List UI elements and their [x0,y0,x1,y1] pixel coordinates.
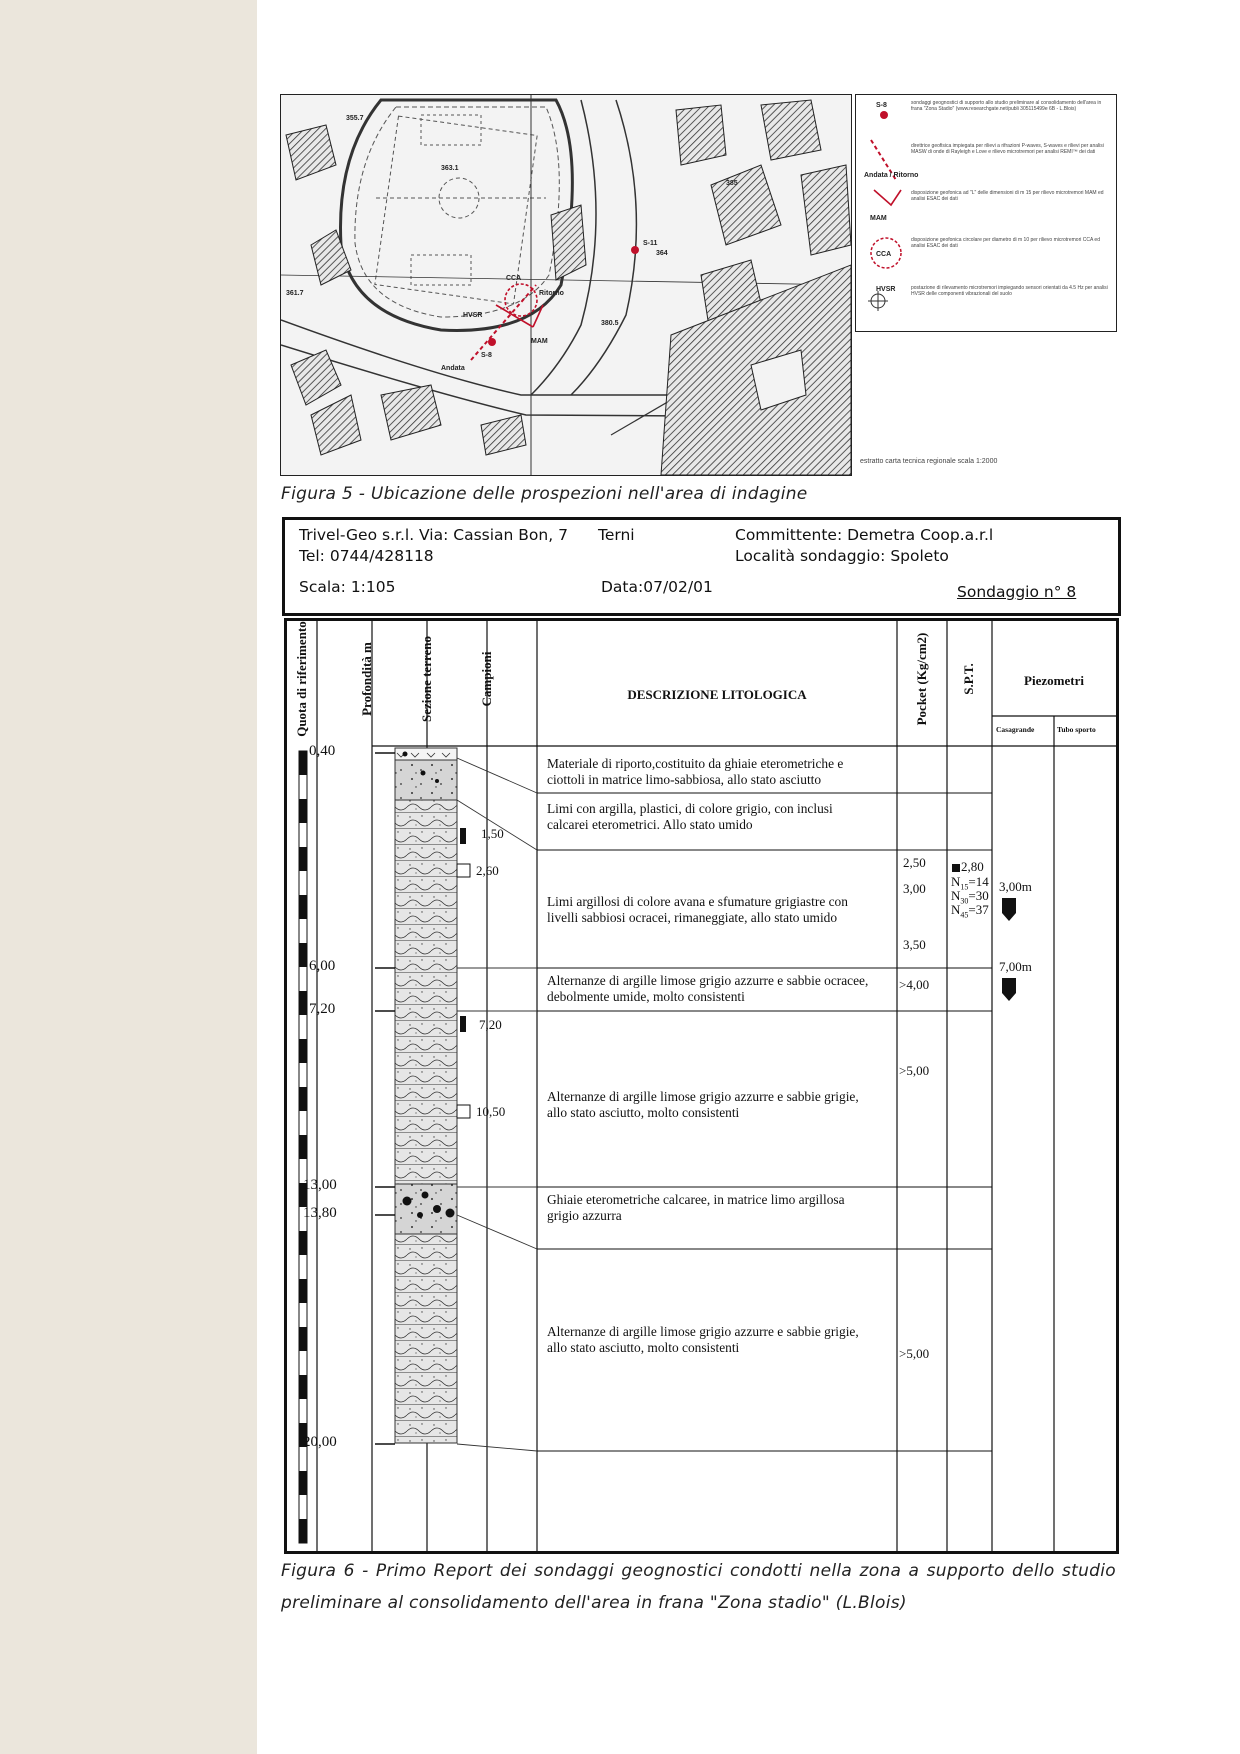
pocket-value: >5,00 [899,1346,930,1361]
borehole-location: Località sondaggio: Spoleto [735,547,949,565]
depth-label: 13,00 [303,1177,337,1193]
layer-description: Alternanze di argille limose grigio azzurre e sabbie ocracee, debolmente umide, molto consistenti [547,973,869,1004]
map-label-mam: MAM [531,338,548,345]
map-source-note: estratto carta tecnica regionale scala 1:2000 [860,458,998,465]
figure5-caption: Figura 5 - Ubicazione delle prospezioni nell'area di indagine [281,484,808,504]
pocket-value: 2,50 [903,855,926,870]
legend-text-hvsr: postazione di rilevamento microtremori impiegando sensori orientati da 4.5 Hz per analisi HVSR delle componenti vibrazionali del suolo [911,285,1108,297]
layer-description: Limi con argilla, plastici, di colore grigio, con inclusi calcarei eterometrici. Allo stato umido [547,801,833,832]
map-elev-364: 364 [656,250,668,257]
layer-description: Alternanze di argille limose grigio azzurre e sabbie grigie, allo stato asciutto, molto consistenti [547,1089,859,1120]
spt-n45-value: =37 [968,902,989,917]
legend-label-s8: S-8 [876,102,887,109]
legend-text-s8: sondaggi geognostici di supporto allo studio preliminare al consolidamento dell'area in frana "Zona Stadio" (www.researchgate.net/publi 305115499e 6B - L.Blois) [911,100,1102,112]
depth-label: 13,80 [303,1205,337,1221]
sample-label: 1,50 [481,826,504,841]
layer-description: Limi argillosi di colore avana e sfumature grigiastre con livelli sabbiosi ocracei, rimaneggiate, allo stato umido [547,894,848,925]
depth-label: 6,00 [309,958,336,974]
figure6-caption: Figura 6 - Primo Report dei sondaggi geognostici condotti nella zona a supporto dello studio preliminare al consolidamento dell'area in frana "Zona stadio" (L.Blois) [281,1561,1116,1613]
layer-description: Alternanze di argille limose grigio azzurre e sabbie grigie, allo stato asciutto, molto consistenti [547,1324,859,1355]
spt-n15: $N_{15}=14$ [951,874,989,892]
map-elev-363: 363.1 [441,165,459,172]
survey-date: Data:07/02/01 [601,578,713,596]
legend-label-hvsr: HVSR [876,286,896,293]
map-label-s8: S-8 [481,352,492,359]
map-drawing [281,95,851,475]
spt-n45: $N_{45}=37$ [951,902,989,920]
depth-label: 20,00 [303,1434,337,1450]
col-pocket: Pocket (Kg/cm2) [914,632,929,726]
col-casagrande: Casagrande [996,725,1035,734]
col-tubo-sporto: Tubo sporto [1057,725,1096,734]
company-name: Trivel-Geo s.r.l. Via: Cassian Bon, 7 [299,526,568,544]
map-label-hvsr: HVSR [463,312,483,319]
pocket-value: 3,50 [903,937,926,952]
company-phone: Tel: 0744/428118 [299,547,434,565]
col-spt: S.P.T. [961,663,976,695]
col-description: DESCRIZIONE LITOLOGICA [627,687,807,702]
spt-n30-value: =30 [968,888,989,903]
pocket-value: 3,00 [903,881,926,896]
sample-label: 2,60 [476,863,499,878]
borehole-header [282,517,1121,616]
legend-text-andata: direttrice geofisica impiegata per rilievi a rifrazioni P-waves, S-waves e rilievi per analisi MASW di onde di Rayleigh e Love e rilievo microtremori per analisi REMI™ dei dati [911,143,1104,155]
legend-text-mam: disposizione geofonica ad "L" delle dimensioni di m 15 per rilievo microtremori MAM ed analisi ESAC dei dati [911,190,1104,202]
page-margin-band [0,0,257,1754]
legend-label-andata: Andata / Ritorno [864,172,919,179]
legend-label-cca: CCA [876,251,892,258]
borehole-log [284,618,1119,1554]
map-label-ritorno: Ritorno [539,290,564,297]
col-depth: Profondità m [359,642,374,716]
spt-n30: $N_{30}=30$ [951,888,989,906]
col-piezometers: Piezometri [1024,673,1084,688]
piezometer-level: 7,00m [999,959,1032,974]
pocket-value: >5,00 [899,1063,930,1078]
spt-depth: 2,80 [961,859,984,874]
sample-label: 7,20 [479,1017,502,1032]
map-label-s11: S-11 [643,240,658,247]
col-section: Sezione terreno [419,635,434,723]
map-elev-355: 355.7 [346,115,364,122]
col-samples: Campioni [479,651,494,707]
depth-label: 0,40 [309,743,336,759]
map-elev-380: 380.5 [601,320,619,327]
map-elev-385: 385 [726,180,738,187]
map-legend [855,94,1117,332]
pocket-value: >4,00 [899,977,930,992]
depth-label: 7,20 [309,1001,336,1017]
site-map [280,94,852,476]
col-quota: Quota di riferimento [294,621,309,737]
layer-description: Materiale di riporto,costituito da ghiaie eterometriche e ciottoli in matrice limo-sabbiosa, allo stato asciutto [547,756,844,787]
map-elev-361: 361.7 [286,290,304,297]
spt-n15-value: =14 [968,874,989,889]
map-label-cca: CCA [506,275,522,282]
drawing-scale: Scala: 1:105 [299,578,396,596]
company-city: Terni [598,526,635,544]
client-name: Committente: Demetra Coop.a.r.l [735,526,994,544]
piezometer-level: 3,00m [999,879,1032,894]
legend-text-cca: disposizione geofonica circolare per diametro di m 10 per rilievo microtremori CCA ed analisi ESAC dei dati [911,237,1100,249]
sample-label: 10,50 [476,1104,506,1119]
legend-label-mam: MAM [870,215,887,222]
map-label-andata: Andata [441,365,465,372]
borehole-number: Sondaggio n° 8 [957,583,1077,601]
layer-description: Ghiaie eterometriche calcaree, in matrice limo argillosa grigio azzurra [547,1192,845,1223]
